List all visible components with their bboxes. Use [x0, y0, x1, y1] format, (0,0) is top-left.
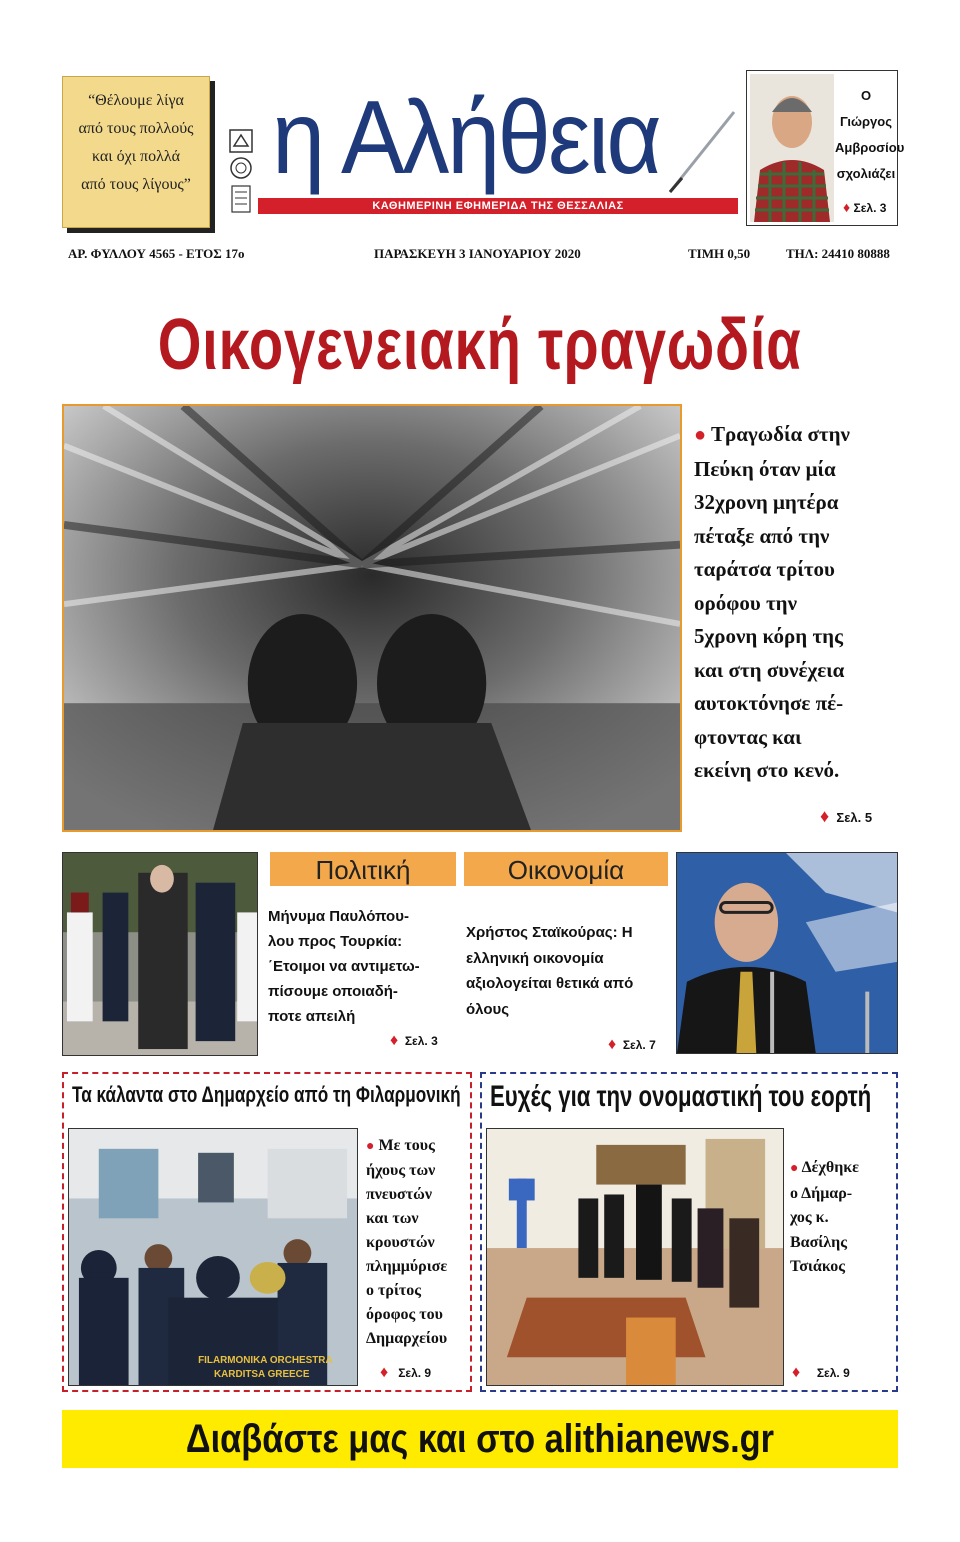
- lead-line: και στη συνέχεια: [694, 657, 845, 682]
- economy-photo[interactable]: [676, 852, 898, 1054]
- motto-line: “Θέλουμε λίγα: [88, 92, 184, 109]
- nameday-line: ο Δήμαρ-: [790, 1184, 853, 1202]
- motto-line: και όχι πολλά: [92, 148, 180, 165]
- page-reference: [792, 1364, 850, 1382]
- carols-line: όροφος του: [366, 1306, 443, 1323]
- motto-line: από τους πολλούς: [78, 120, 194, 137]
- politics-line: ΄Ετοιμοι να αντιμετω-: [268, 958, 420, 975]
- carols-line: και των: [366, 1210, 419, 1227]
- postmark-stamps-icon: [228, 128, 260, 214]
- page-number: Σελ. 3: [853, 201, 887, 215]
- issue-number: ΑΡ. ΦΥΛΛΟΥ 4565 - ΕΤΟΣ 17ο: [68, 246, 245, 261]
- politics-story-text[interactable]: [268, 904, 464, 1029]
- diamond-bullet-icon: ♦: [380, 1364, 389, 1381]
- lead-line: Πεύκη όταν μία: [694, 456, 836, 481]
- carols-photo[interactable]: [68, 1128, 358, 1386]
- masthead-subtitle: ΚΑΘΗΜΕΡΙΝΗ ΕΦΗΜΕΡΙΔΑ ΤΗΣ ΘΕΣΣΑΛΙΑΣ: [258, 198, 738, 214]
- carols-line: πνευστών: [366, 1186, 432, 1203]
- lead-headline-text: Οικογενειακή τραγωδία: [158, 305, 802, 385]
- tab-politics[interactable]: Πολιτική: [270, 852, 456, 886]
- motto-box: [62, 76, 210, 228]
- politics-line: ποτε απειλή: [268, 1008, 356, 1025]
- bullet-icon: ●: [694, 424, 707, 446]
- economy-line: όλους: [466, 1000, 510, 1018]
- nameday-line: Βασίλης: [790, 1233, 847, 1251]
- nameday-photo[interactable]: [486, 1128, 784, 1386]
- carols-story-text: [366, 1134, 470, 1351]
- lead-line: εκείνη στο κενό.: [694, 758, 840, 782]
- motto-line: από τους λίγους”: [81, 176, 191, 193]
- carols-line-text: Με τους: [378, 1137, 435, 1154]
- diamond-bullet-icon: ♦: [608, 1036, 617, 1053]
- lead-line-text: Τραγωδία στην: [710, 422, 850, 446]
- page-reference: [843, 199, 886, 215]
- lead-story-text: [694, 418, 904, 788]
- lead-headline[interactable]: [0, 300, 960, 390]
- nameday-line-text: Δέχθηκε: [801, 1159, 860, 1176]
- columnist-caption: [835, 83, 905, 187]
- lead-line: πέταξε από την: [694, 523, 830, 548]
- lead-line: 5χρονη κόρη της: [694, 624, 843, 648]
- page-number: Σελ. 3: [404, 1034, 438, 1048]
- diamond-bullet-icon: ♦: [390, 1032, 399, 1049]
- page-reference: [380, 1364, 431, 1382]
- diamond-bullet-icon: ♦: [843, 199, 851, 215]
- issue-info-row: [68, 246, 898, 264]
- lead-line: ορόφου την: [694, 590, 797, 615]
- page-reference: [820, 806, 872, 827]
- economy-line: Χρήστος Σταϊκούρας: Η: [466, 924, 633, 941]
- columnist-box[interactable]: [746, 70, 905, 226]
- page-reference: [608, 1036, 656, 1054]
- tab-economy[interactable]: Οικονομία: [464, 852, 668, 886]
- lead-line: ταράτσα τρίτου: [694, 557, 835, 581]
- website-banner[interactable]: [62, 1410, 898, 1468]
- lead-line: αυτοκτόνησε πέ-: [694, 691, 844, 715]
- columnist-photo: [750, 74, 834, 222]
- orchestra-label: KARDITSA GREECE: [213, 1369, 310, 1381]
- carols-line: πλημμύρισε: [366, 1258, 448, 1275]
- lead-line: 32χρονη μητέρα: [694, 490, 839, 514]
- lead-story-photo[interactable]: [62, 404, 682, 832]
- carols-title: Τα κάλαντα στο Δημαρχείο από τη Φιλαρμονική: [72, 1082, 461, 1107]
- nameday-story-text: [790, 1156, 890, 1280]
- carols-line: κρουστών: [366, 1234, 435, 1251]
- nameday-line: [790, 1156, 890, 1182]
- carols-line: Δημαρχείου: [366, 1330, 448, 1347]
- quill-pen-icon: [660, 106, 740, 196]
- carols-line: ήχους των: [366, 1162, 436, 1179]
- diamond-bullet-icon: ♦: [792, 1364, 801, 1381]
- orchestra-label: FILARMONIKA ORCHESTRA: [198, 1355, 333, 1367]
- politics-line: λου προς Τουρκία:: [268, 933, 403, 950]
- nameday-line: Τσιάκος: [790, 1258, 845, 1275]
- economy-story-text[interactable]: [466, 920, 676, 1022]
- bullet-icon: ●: [790, 1161, 799, 1176]
- carols-line: [366, 1134, 470, 1159]
- economy-line: ελληνική οικονομία: [466, 949, 604, 967]
- issue-price: ΤΙΜΗ 0,50: [688, 246, 751, 261]
- contact-phone: ΤΗΛ: 24410 80888: [786, 246, 890, 261]
- politics-line: πίσουμε οποιαδή-: [268, 983, 398, 1000]
- politics-line: Μήνυμα Παυλόπου-: [268, 908, 409, 925]
- nameday-title: Ευχές για την ονομαστική του εορτή: [490, 1080, 872, 1113]
- page-number: Σελ. 5: [836, 810, 873, 825]
- columnist-line: Αμβροσίου: [835, 140, 905, 155]
- page-number: Σελ. 9: [398, 1366, 432, 1380]
- page-number: Σελ. 9: [816, 1366, 850, 1380]
- website-banner-text: Διαβάστε μας και στο alithianews.gr: [185, 1417, 775, 1461]
- columnist-line: σχολιάζει: [836, 166, 896, 181]
- nameday-line: χος κ.: [790, 1209, 829, 1226]
- page-number: Σελ. 7: [622, 1038, 656, 1052]
- economy-line: αξιολογείται θετικά από: [466, 975, 634, 992]
- politics-photo[interactable]: [62, 852, 258, 1056]
- lead-line: φτοντας και: [694, 724, 802, 749]
- masthead-title: η Αλήθεια: [272, 80, 659, 196]
- bullet-icon: ●: [366, 1139, 375, 1154]
- diamond-bullet-icon: ♦: [820, 806, 830, 826]
- issue-date: ΠΑΡΑΣΚΕΥΗ 3 ΙΑΝΟΥΑΡΙΟΥ 2020: [374, 246, 581, 261]
- columnist-line: Ο Γιώργος: [840, 88, 892, 129]
- page-reference: [390, 1032, 438, 1050]
- carols-line: ο τρίτος: [366, 1282, 422, 1299]
- lead-line: [694, 418, 904, 453]
